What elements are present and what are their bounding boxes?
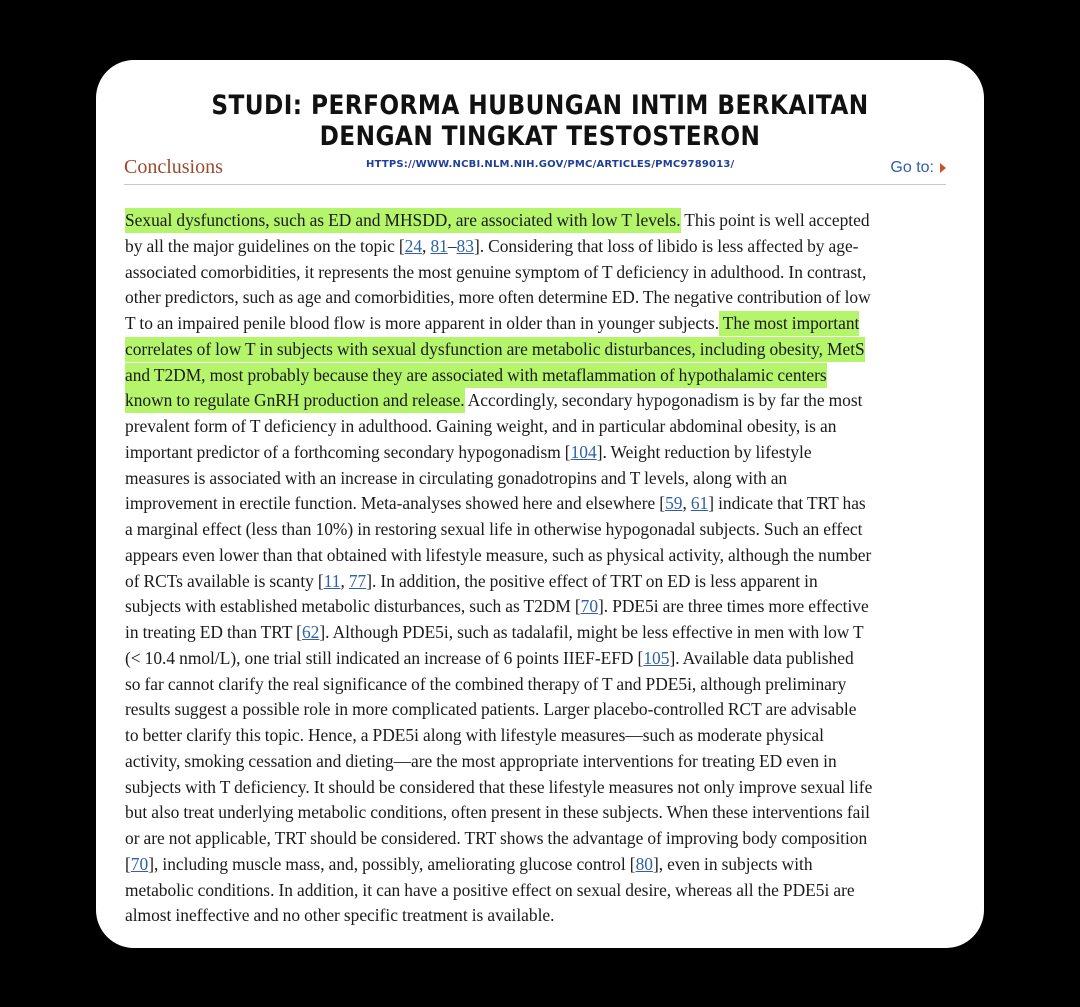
citation-link-11[interactable]: 11 — [323, 570, 341, 591]
text-line: so far cannot clarify the real significance of the combined therapy of T and PDE5i, although preliminary — [125, 673, 847, 694]
text-line: measures is associated with an increase in circulating gonadotropins and T levels, along with an — [125, 467, 788, 488]
text-line: prevalent form of T deficiency in adulthood. Gaining weight, and in particular abdominal obesity, is an — [125, 416, 837, 436]
source-url: HTTPS://WWW.NCBI.NLM.NIH.GOV/PMC/ARTICLES/PMC9789013/ — [366, 159, 735, 170]
highlighted-text: and T2DM, most probably because they are associated with metaflammation of hypothalamic centers — [125, 363, 827, 388]
text-line: to better clarify this topic. Hence, a PDE5i along with lifestyle measures—such as moderate physical — [125, 725, 824, 745]
text-line: improvement in erectile function. Meta-analyses showed here and elsewhere [59, 61] indicate that TRT has — [125, 493, 866, 514]
section-divider — [124, 184, 946, 185]
headline — [158, 90, 922, 152]
section-title: Conclusions — [124, 156, 223, 178]
highlighted-text: The most important — [719, 311, 859, 336]
text-line: results suggest a possible role in more complicated patients. Larger placebo-controlled RCT are advisable — [125, 699, 857, 720]
goto-label: Go to: — [890, 159, 934, 176]
text-line: by all the major guidelines on the topic [24, 81–83]. Considering that loss of libido is less affected by age- — [125, 235, 859, 256]
citation-link-59[interactable]: 59 — [665, 493, 683, 514]
text-line: other predictors, such as age and comorbidities, more often determine ED. The negative contribution of low — [125, 287, 871, 308]
citation-link-104[interactable]: 104 — [570, 441, 597, 462]
citation-link-70[interactable]: 70 — [580, 596, 599, 617]
text-line: a marginal effect (less than 10%) in restoring sexual life in otherwise hypogonadal subjects. Such an effect — [125, 519, 863, 539]
text-line: associated comorbidities, it represents the most genuine symptom of T deficiency in adulthood. In contrast, — [125, 261, 867, 282]
text-line — [125, 363, 947, 389]
highlighted-text: Sexual dysfunctions, such as ED and MHSDD, are associated with low T levels. — [125, 208, 681, 233]
citation-link-83[interactable]: 83 — [456, 235, 474, 256]
text-line: Sexual dysfunctions, such as ED and MHSDD, are associated with low T levels. This point is well accepted — [125, 208, 947, 234]
citation-link-62[interactable]: 62 — [301, 622, 320, 642]
headline-line-2: DENGAN TINGKAT TESTOSTERON — [319, 121, 761, 152]
citation-link-80[interactable]: 80 — [635, 853, 653, 874]
text-line: but also treat underlying metabolic conditions, often present in these subjects. When these interventions fail — [125, 802, 871, 823]
text-line — [125, 337, 947, 363]
citation-link-61[interactable]: 61 — [690, 493, 709, 514]
text-line: activity, smoking cessation and dieting—are the most appropriate interventions for treating ED even in — [125, 750, 837, 771]
text-line: almost ineffective and no other specific treatment is available. — [125, 905, 555, 926]
conclusions-paragraph — [125, 208, 947, 929]
text-line: appears even lower than that obtained with lifestyle measure, such as physical activity, although the number — [125, 544, 872, 565]
text-line: of RCTs available is scanty [11, 77]. In addition, the positive effect of TRT on ED is less apparent in — [125, 570, 818, 591]
text-line: subjects with established metabolic disturbances, such as T2DM [70]. PDE5i are three times more effective — [125, 596, 869, 617]
text-line: known to regulate GnRH production and release. Accordingly, secondary hypogonadism is by far the most — [125, 388, 947, 414]
text-line: in treating ED than TRT [62]. Although PDE5i, such as tadalafil, might be less effective in men with low T — [125, 622, 864, 642]
text-line: subjects with T deficiency. It should be considered that these lifestyle measures not only improve sexual life — [125, 776, 873, 797]
citation-link-70[interactable]: 70 — [130, 853, 149, 874]
highlighted-text: correlates of low T in subjects with sexual dysfunction are metabolic disturbances, including obesity, MetS — [125, 337, 865, 362]
text-line: [70], including muscle mass, and, possibly, ameliorating glucose control [80], even in subjects with — [125, 853, 813, 874]
text-line: (< 10.4 nmol/L), one trial still indicated an increase of 6 points IIEF-EFD [105]. Available data published — [125, 647, 854, 668]
text-line: metabolic conditions. In addition, it can have a positive effect on sexual desire, whereas all the PDE5i are — [125, 879, 855, 900]
article-card — [96, 60, 984, 948]
headline-line-1: STUDI: PERFORMA HUBUNGAN INTIM BERKAITAN — [211, 90, 869, 121]
text-line: important predictor of a forthcoming secondary hypogonadism [104]. Weight reduction by lifestyle — [125, 441, 812, 462]
citation-link-81[interactable]: 81 — [430, 235, 448, 256]
text-line: or are not applicable, TRT should be considered. TRT shows the advantage of improving body composition — [125, 828, 868, 848]
text-line: T to an impaired penile blood flow is more apparent in older than in younger subjects. The most important — [125, 311, 947, 337]
citation-link-77[interactable]: 77 — [348, 570, 367, 591]
arrow-right-icon — [940, 163, 946, 173]
citation-link-105[interactable]: 105 — [643, 647, 670, 668]
highlighted-text: known to regulate GnRH production and release. — [125, 388, 465, 413]
goto-link[interactable] — [890, 159, 946, 177]
citation-link-24[interactable]: 24 — [404, 235, 423, 256]
